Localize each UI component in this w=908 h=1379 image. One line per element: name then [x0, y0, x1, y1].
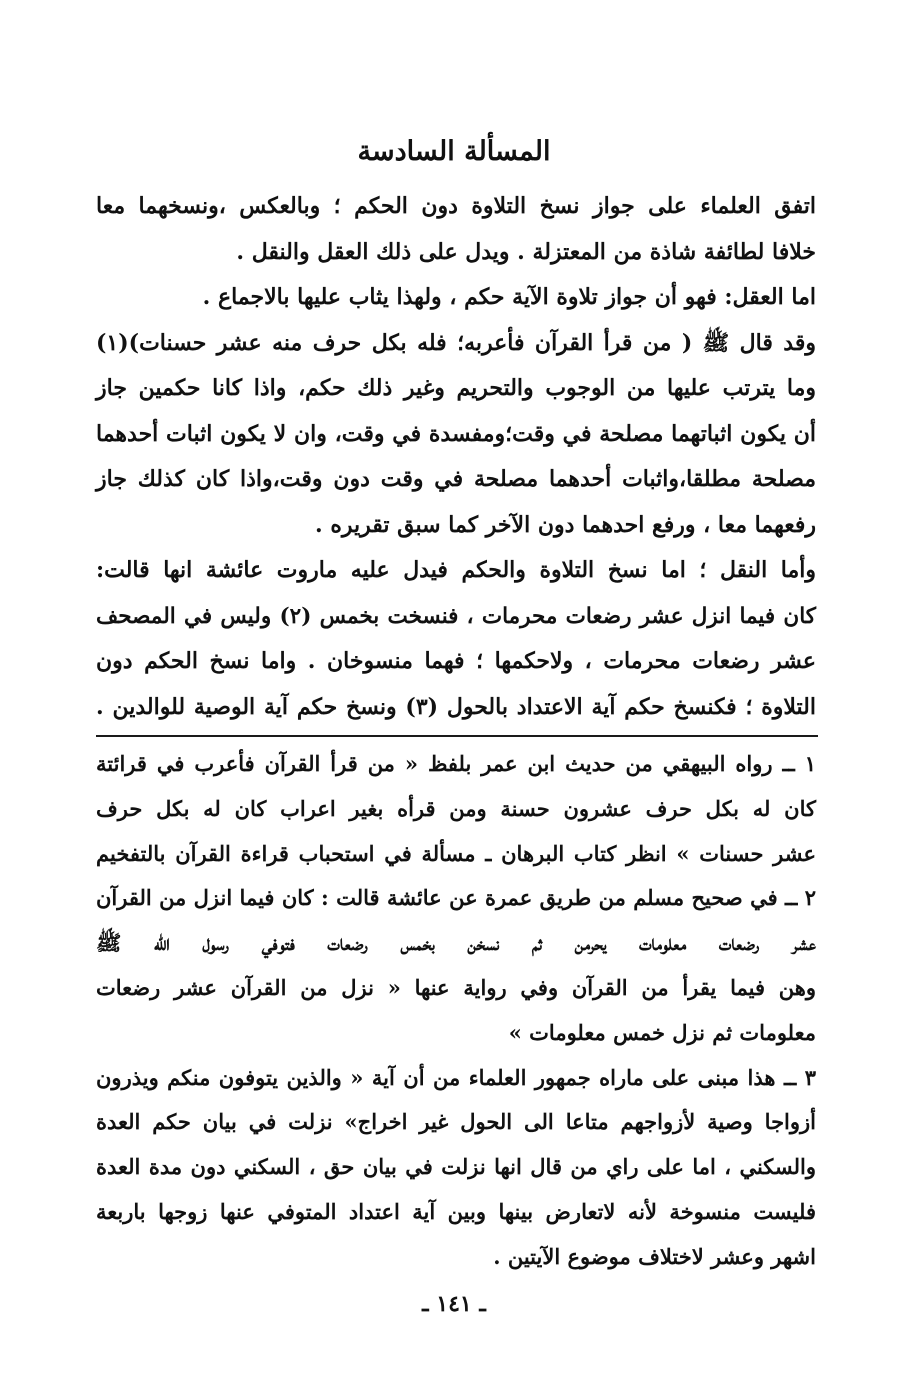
footnotes [96, 742, 816, 1280]
footnote-divider [96, 735, 818, 737]
section-heading: المسألة السادسة [357, 136, 551, 167]
footnote-line: فليست منسوخة لأنه لاتعارض بينها وبين آية اعتداد المتوفي عنها زوجها باربعة [96, 1198, 816, 1224]
text-line: وأما النقل ؛ اما نسخ التلاوة والحكم فيدل عليه ماروت عائشة انها قالت: [96, 557, 816, 583]
text-line: مصلحة مطلقا،واثبات أحدهما مصلحة في وقت دون وقت،واذا كان كذلك جاز [96, 466, 816, 492]
text-line: أن يكون اثباتهما مصلحة في وقت؛ومفسدة في وقت، وان لا يكون اثبات أحدهما [96, 420, 816, 447]
text-line: عشر رضعات محرمات ، ولاحكمها ؛ فهما منسوخان . واما نسخ الحكم دون [96, 648, 816, 674]
footnote-line: كان له بكل حرف عشرون حسنة ومن قرأه بغير اعراب كان له بكل حرف [96, 795, 816, 821]
text-line: وما يترتب عليها من الوجوب والتحريم وغير ذلك حكم، واذا كانا حكمين جاز [96, 375, 816, 401]
text-line: كان فيما انزل عشر رضعات محرمات ، فنسخت بخمس (٢) وليس في المصحف [96, 603, 816, 629]
footnote-line: ٣ ــ هذا مبنى على ماراه جمهور العلماء من أن آية « والذين يتوفون منكم ويذرون [96, 1064, 816, 1090]
text-line: التلاوة ؛ فكنسخ حكم آية الاعتداد بالحول (٣) ونسخ حكم آية الوصية للوالدين . [96, 693, 816, 720]
text-line: رفعهما معا ، ورفع احدهما دون الآخر كما سبق تقريره . [315, 511, 816, 538]
footnote-line: عشر حسنات » انظر كتاب البرهان ـ مسألة في استحباب قراءة القرآن بالتفخيم [96, 840, 816, 866]
footnote-line: عشر رضعات معلومات يحرمن ثم نسخن بخمس رضعات فتوفي رسول الله ﷺ [96, 930, 816, 956]
text-line: خلافا لطائفة شاذة من المعتزلة . ويدل على ذلك العقل والنقل . [236, 238, 816, 265]
footnote-line: معلومات ثم نزل خمس معلومات » [508, 1019, 816, 1045]
text-line: وقد قال ﷺ ( من قرأ القرآن فأعربه؛ فله بكل حرف منه عشر حسنات)(١) [96, 329, 816, 356]
footnote-line: أزواجا وصية لأزواجهم متاعا الى الحول غير اخراج» نزلت في بيان حكم العدة [96, 1109, 816, 1135]
footnote-line: وهن فيما يقرأ من القرآن وفي رواية عنها « نزل من القرآن عشر رضعات [96, 974, 816, 1000]
main-text [96, 184, 816, 730]
text-line: اما العقل: فهو أن جواز تلاوة الآية حكم ، ولهذا يثاب عليها بالاجماع . [202, 284, 816, 310]
footnote-line: والسكني ، اما على راي من قال انها نزلت في بيان حق ، السكني دون مدة العدة [96, 1154, 816, 1180]
footnote-line: ٢ ــ في صحيح مسلم من طريق عمرة عن عائشة قالت : كان فيما انزل من القرآن [96, 885, 816, 911]
page-number: ـ ١٤١ ـ [422, 1291, 486, 1317]
text-line: اتفق العلماء على جواز نسخ التلاوة دون الحكم ؛ وبالعكس ،ونسخهما معا [96, 193, 816, 219]
footnote-line: اشهر وعشر لاختلاف موضوع الآيتين . [493, 1243, 816, 1269]
footnote-line: ١ ــ رواه البيهقي من حديث ابن عمر بلفظ « من قرأ القرآن فأعرب في قرائتة [96, 751, 816, 776]
